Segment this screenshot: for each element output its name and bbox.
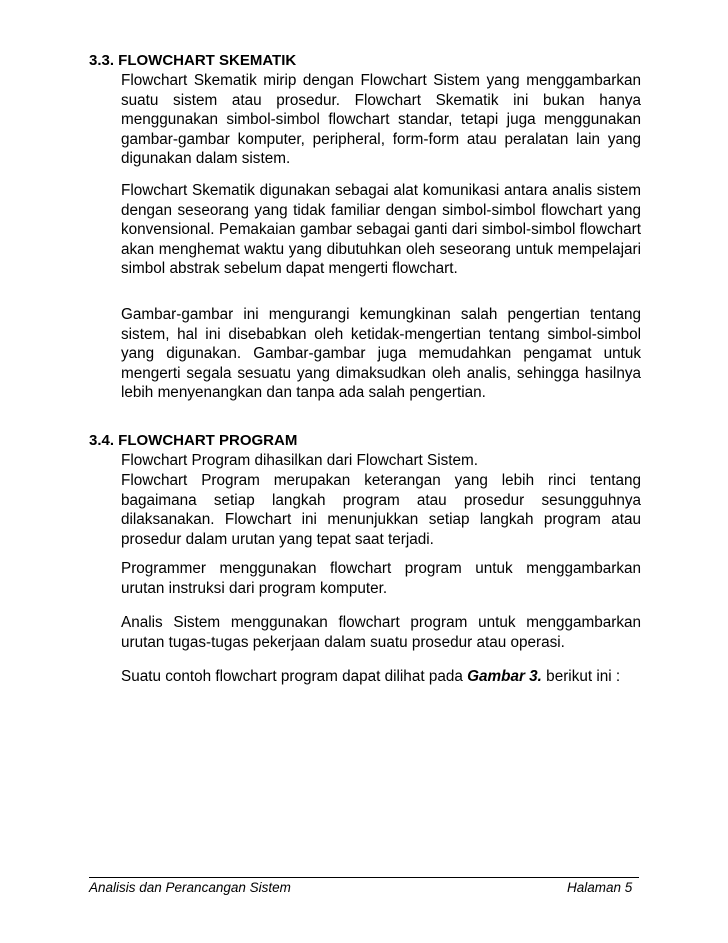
closing-text-after: berikut ini : xyxy=(541,668,621,685)
paragraph-3-4-1: Flowchart Program merupakan keterangan yang lebih rinci tentang bagaimana setiap langkah program atau prosedur sesungguhnya dilaksanakan. Flowchart ini menunjukkan setiap langkah program atau prosedur dalam urutan yang tepat saat terjadi. xyxy=(121,472,641,548)
footer-divider xyxy=(89,877,639,878)
footer-title: Analisis dan Perancangan Sistem xyxy=(89,880,291,895)
footer-page-number: Halaman 5 xyxy=(567,880,633,895)
paragraph-3-4-closing xyxy=(121,667,641,687)
paragraph-3-4-3: Analis Sistem menggunakan flowchart program untuk menggambarkan urutan tugas-tugas pekerjaan dalam suatu prosedur atau operasi. xyxy=(121,614,641,651)
paragraph-3-4-2: Programmer menggunakan flowchart program untuk menggambarkan urutan instruksi dari program komputer. xyxy=(121,560,641,597)
section-heading-3-3: 3.3. FLOWCHART SKEMATIK xyxy=(89,52,297,69)
paragraph-3-3-1: Flowchart Skematik mirip dengan Flowchart Sistem yang menggambarkan suatu sistem atau prosedur. Flowchart Skematik ini bukan hanya menggunakan simbol-simbol flowchart standar, tetapi juga menggunakan gambar-gambar komputer, peripheral, form-form atau peralatan lain yang digunakan dalam sistem. xyxy=(121,72,641,167)
paragraph-3-3-3: Gambar-gambar ini mengurangi kemungkinan salah pengertian tentang sistem, hal ini disebabkan oleh ketidak-mengertian tentang simbol-simbol yang digunakan. Gambar-gambar juga memudahkan pengamat untuk mengerti segala sesuatu yang dimaksudkan oleh analis, sehingga hasilnya lebih menyenangkan dan tanpa ada salah pengertian. xyxy=(121,306,641,401)
paragraph-3-3-2: Flowchart Skematik digunakan sebagai alat komunikasi antara analis sistem dengan seseorang yang tidak familiar dengan simbol-simbol flowchart yang konvensional. Pemakaian gambar sebagai ganti dari simbol-simbol flowchart akan menghemat waktu yang dibutuhkan oleh seseorang untuk mempelajari simbol abstrak sebelum dapat mengerti flowchart. xyxy=(121,182,641,277)
figure-reference: Gambar 3. xyxy=(467,668,542,685)
closing-text-before: Suatu contoh flowchart program dapat dilihat pada xyxy=(121,668,468,685)
paragraph-3-4-intro: Flowchart Program dihasilkan dari Flowchart Sistem. xyxy=(121,452,479,469)
section-heading-3-4: 3.4. FLOWCHART PROGRAM xyxy=(89,432,298,449)
